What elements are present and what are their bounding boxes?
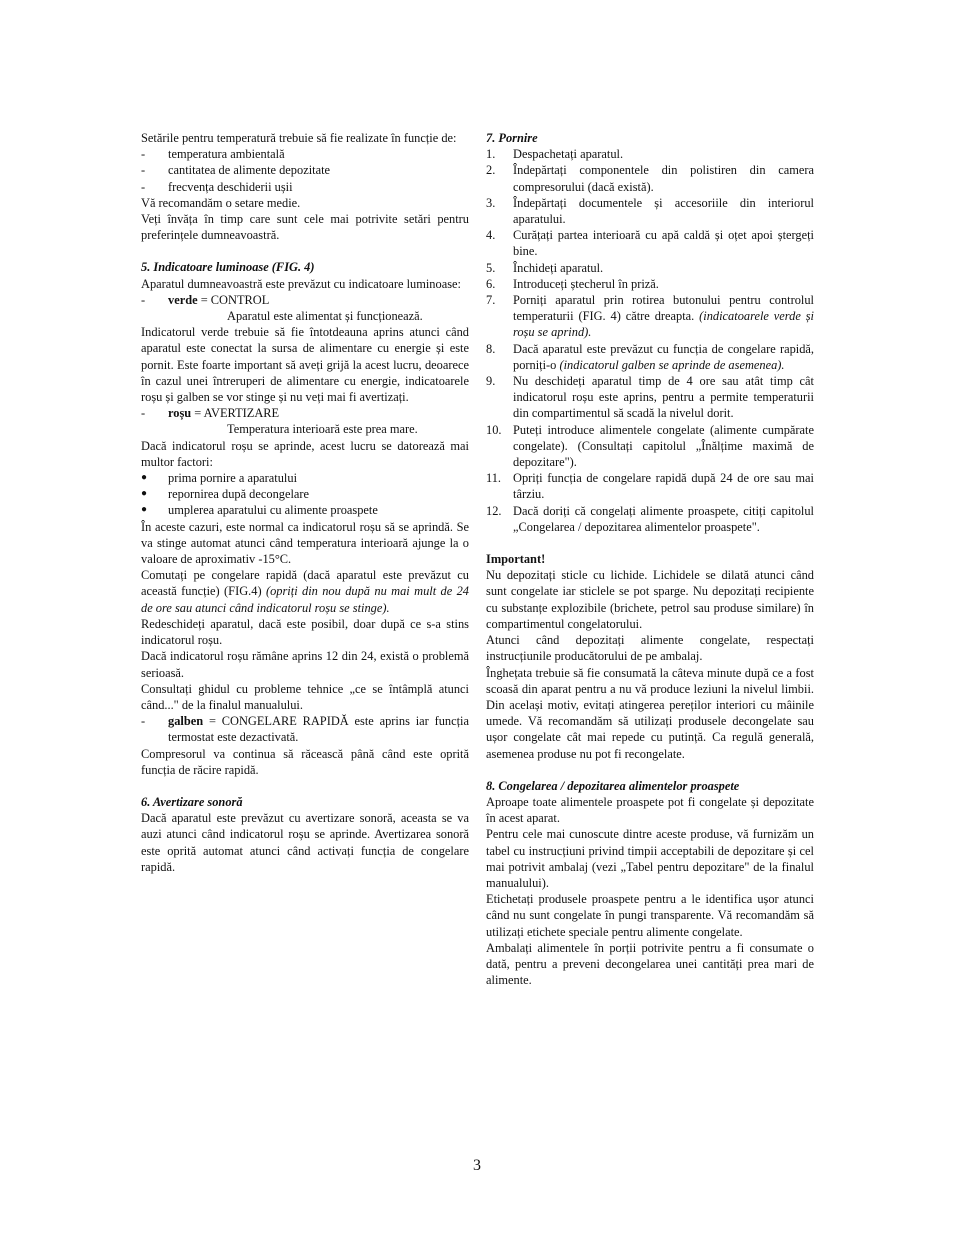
paragraph: În aceste cazuri, este normal ca indicatorul roșu să se aprindă. Se va stinge automat atunci când temperatura interioară ajunge la o valoare de aproximativ -15°C. (141, 519, 469, 567)
list-item: 6. Introduceți ștecherul în priză. (486, 276, 659, 291)
list-number: 1. (486, 147, 496, 162)
indicator-description: Aparatul este alimentat și funcționează. (227, 309, 423, 324)
list-number: 12. (486, 503, 502, 518)
list-number: 3. (486, 195, 496, 210)
paragraph: Nu depozitați sticle cu lichide. Lichidele se dilată atunci când sunt congelate iar sticlele se pot sparge. Nu depozitați recipiente cu substanțe explozibile (brichete, petrol sau produse similare) în compartimentul congelatorului. (486, 568, 814, 631)
section-heading: 5. Indicatoare luminoase (FIG. 4) (141, 260, 315, 275)
list-item: 9. Nu deschideți aparatul timp de 4 ore sau atât timp cât indicatorul roșu este aprins, pentru a permite temperaturii din compartimentul să scadă la nivelul dorit. (486, 374, 814, 421)
list-number: 5. (486, 260, 496, 275)
section-heading: 8. Congelarea / depozitarea alimentelor proaspete (486, 778, 740, 793)
list-item: 5. Închideți aparatul. (486, 260, 604, 275)
indicator-label: roșu (168, 406, 192, 421)
indicator-green: - verde = CONTROL (141, 292, 270, 307)
section-heading: 7. Pornire (486, 131, 538, 145)
paragraph: Ambalați alimentele în porții potrivite pentru a fi consumate o dată, pentru a preveni decongelarea unei cantități prea mari de alimente. (486, 940, 814, 988)
important-heading: Important! (486, 552, 546, 567)
indicator-red: - roșu = AVERTIZARE (141, 406, 280, 421)
paragraph: Dacă indicatorul roșu se aprinde, acest lucru se datorează mai multor factori: (141, 438, 469, 469)
list-item: 12. Dacă doriți că congelați alimente proaspete, citiți capitolul „Congelarea / depozitarea alimentelor proaspete". (486, 503, 814, 534)
paragraph: Aproape toate alimentele proaspete pot fi congelate și depozitate în acest aparat. (486, 794, 814, 826)
list-item: 8. Dacă aparatul este prevăzut cu funcția de congelare rapidă, porniți-o (indicatorul galben se aprinde de asemenea). (486, 341, 814, 372)
list-item: 7. Porniți aparatul prin rotirea butonului pentru controlul temperaturii (FIG. 4) către dreapta. (indicatoarele verde și roșu se aprind). (486, 293, 814, 340)
list-number: 8. (486, 341, 496, 356)
list-item: ● umplerea aparatului cu alimente proaspete (141, 503, 378, 518)
list-number: 9. (486, 374, 496, 389)
intro-paragraph: Setările pentru temperatură trebuie să fie realizate în funcție de: (141, 131, 457, 145)
list-item: 10. Puteți introduce alimentele congelate (alimente cumpărate congelate). (Consultați capitolul „Înălțime maximă de depozitare"). (486, 422, 814, 470)
list-item: 2. Îndepărtați componentele din polistiren din camera compresorului (dacă există). (486, 163, 814, 194)
paragraph: Atunci când depozitați alimente congelate, respectați instrucțiunile producătorului de pe ambalaj. (486, 633, 814, 664)
paragraph: Redeschideți aparatul, dacă este posibil, doar după ce s-a stins indicatorul roșu. (141, 616, 469, 648)
right-column (486, 130, 814, 988)
indicator-description: Temperatura interioară este prea mare. (227, 422, 418, 437)
page-number: 3 (473, 1157, 481, 1174)
left-column (141, 130, 469, 875)
paragraph: Pentru cele mai cunoscute dintre aceste produse, vă furnizăm un tabel cu instrucțiuni privind timpii acceptabili de depozitare și cel mai potrivit ambalaj (vezi „Tabel pentru depozitare" de la finalul manualului). (486, 827, 814, 890)
paragraph: Veți învăța în timp care sunt cele mai potrivite setări pentru preferințele dumneavoastră. (141, 212, 469, 243)
list-item: 4. Curățați partea interioară cu apă caldă și oțet apoi ștergeți bine. (486, 228, 814, 259)
paragraph: Aparatul dumneavoastră este prevăzut cu indicatoare luminoase: (141, 276, 461, 291)
list-item: ● repornirea după decongelare (141, 487, 310, 502)
list-item: 1. Despachetați aparatul. (486, 147, 624, 162)
paragraph: Comutați pe congelare rapidă (dacă aparatul este prevăzut cu această funcție) (FIG.4) (opriți din nou după nu mai mult de 24 de ore sau atunci când indicatorul roșu se stinge). (141, 568, 470, 615)
paragraph: Dacă aparatul este prevăzut cu avertizare sonoră, aceasta se va auzi atunci când indicatorul roșu se aprinde. Avertizarea sonoră este oprită automat atunci când activați funcția de congelare rapidă. (141, 811, 469, 874)
section-heading: 6. Avertizare sonoră (141, 794, 243, 809)
list-item: 3. Îndepărtați documentele și accesoriile din interiorul aparatului. (486, 195, 814, 227)
indicator-label: verde (168, 292, 198, 307)
list-item: - cantitatea de alimente depozitate (141, 163, 331, 178)
paragraph: Vă recomandăm o setare medie. (141, 195, 301, 210)
list-number: 10. (486, 422, 502, 437)
list-number: 11. (486, 471, 502, 486)
paragraph: Etichetați produsele proaspete pentru a le identifica ușor atunci când nu sunt congelate în pungi transparente. Vă recomandăm să utilizați etichete speciale pentru alimente congelate. (486, 892, 814, 939)
list-item: ● prima pornire a aparatului (141, 471, 298, 486)
indicator-yellow: - galben = CONGELARE RAPIDĂ este aprins iar funcția termostat este dezactivată. (141, 714, 469, 745)
list-item: 11. Opriți funcția de congelare rapidă după 24 de ore sau mai târziu. (486, 471, 814, 502)
list-number: 7. (486, 293, 496, 308)
paragraph: Consultați ghidul cu probleme tehnice „ce se întâmplă atunci când..." de la finalul manualului. (141, 681, 469, 712)
list-item: - temperatura ambientală (141, 147, 285, 162)
indicator-label: galben (168, 714, 204, 729)
paragraph: Compresorul va continua să răcească până când este oprită funcția de răcire rapidă. (141, 746, 469, 777)
paragraph: Indicatorul verde trebuie să fie întotdeauna aprins atunci când aparatul este conectat la sursa de alimentare cu energie și este pornit. Este foarte important să aveți grijă la acest lucru, deoarece în cazul unei întreruperi de alimentare cu energie, indicatoarele roșu și galben se vor stinge și nu veți mai fi avertizați. (141, 325, 469, 405)
numbered-list (486, 146, 814, 535)
list-number: 2. (486, 163, 496, 178)
list-number: 6. (486, 276, 496, 291)
list-item: - frecvența deschiderii ușii (141, 179, 293, 194)
list-number: 4. (486, 228, 496, 243)
paragraph: Înghețata trebuie să fie consumată la câteva minute după ce a fost scoasă din aparat pentru a nu vă produce leziuni la nivelul limbii. Din același motiv, evitați atingerea pereților interiori cu mâinile umede. Vă recomandăm să utilizați produsele decongelate sau ușor congelate cât mai repede cu putință. Ca regulă generală, asemenea produse nu pot fi recongelate. (486, 665, 814, 761)
paragraph: Dacă indicatorul roșu rămâne aprins 12 din 24, există o problemă serioasă. (141, 649, 469, 680)
